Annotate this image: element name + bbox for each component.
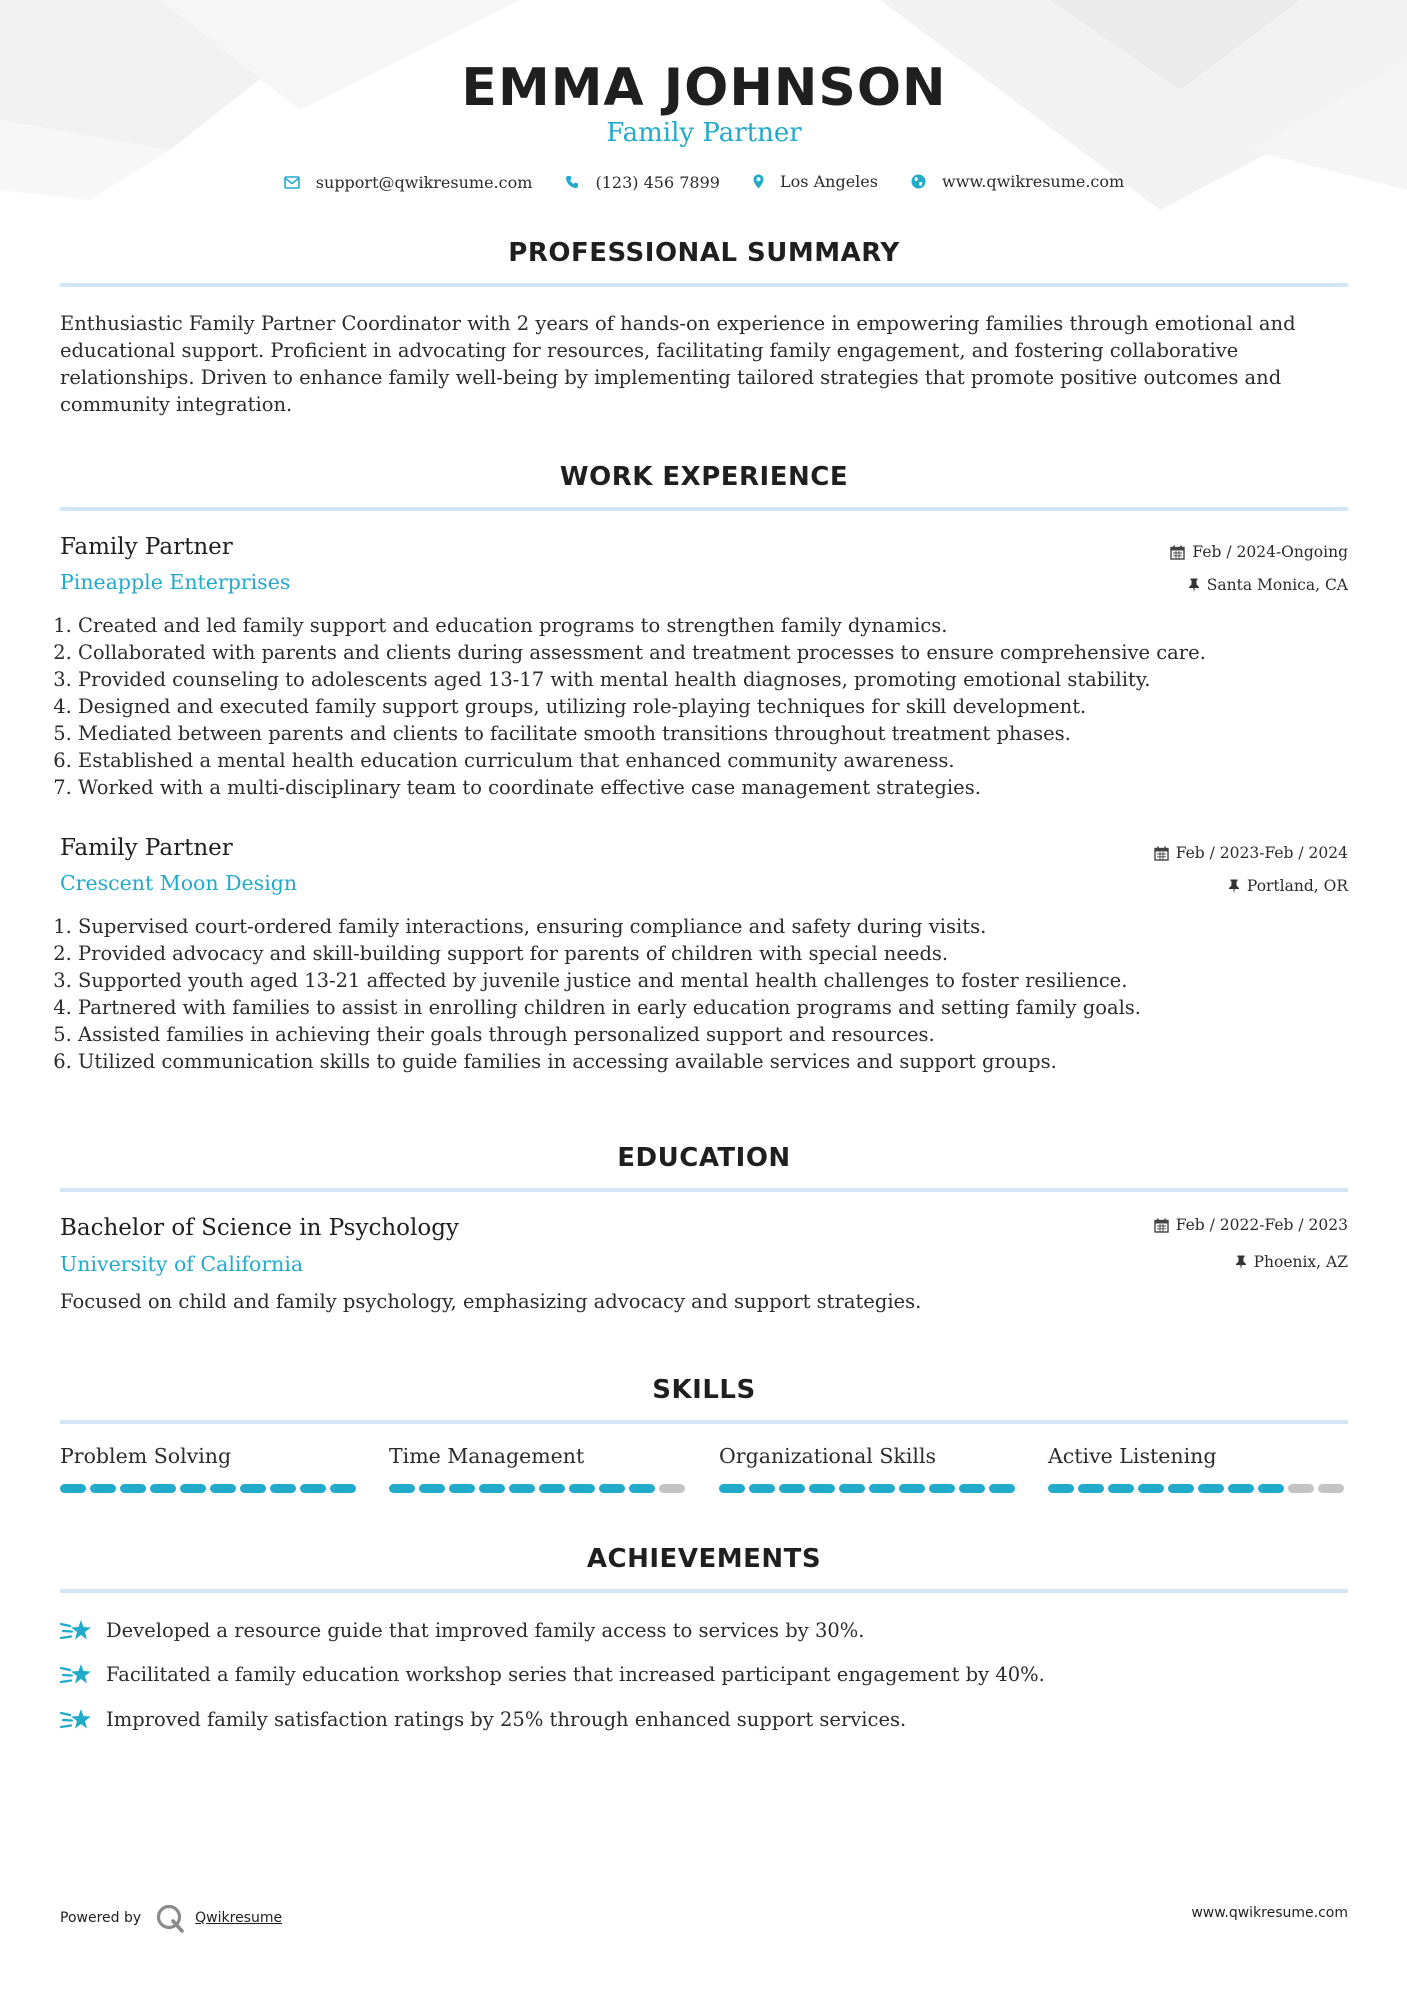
skill-segment-filled — [60, 1484, 86, 1493]
education-heading: EDUCATION — [617, 1143, 791, 1173]
achievements-divider — [60, 1589, 1348, 1593]
skill-level-bar — [60, 1484, 360, 1493]
candidate-title: Family Partner — [606, 118, 802, 148]
email-text: support@qwikresume.com — [315, 173, 533, 192]
skill-segment-filled — [120, 1484, 146, 1493]
contact-location — [753, 172, 878, 191]
skill-segment-filled — [749, 1484, 775, 1493]
calendar-icon — [1154, 846, 1169, 861]
footer-powered-by — [60, 1903, 282, 1933]
skill-segment-filled — [1198, 1484, 1224, 1493]
skill-time-management — [389, 1444, 689, 1493]
education-divider — [60, 1188, 1348, 1192]
list-item: 4. Designed and executed family support groups, utilizing role-playing techniques for skill development. — [78, 693, 1348, 720]
pushpin-icon — [1188, 578, 1200, 593]
list-item: 1. Supervised court-ordered family interactions, ensuring compliance and safety during visits. — [78, 913, 1348, 940]
skill-level-bar — [1048, 1484, 1348, 1493]
job-date-text: Feb / 2024-Ongoing — [1192, 543, 1348, 561]
calendar-icon — [1154, 1218, 1169, 1233]
skill-segment-filled — [449, 1484, 475, 1493]
job-company: Crescent Moon Design — [60, 871, 298, 895]
skill-segment-filled — [1228, 1484, 1254, 1493]
shooting-star-icon — [60, 1660, 94, 1688]
summary-divider — [60, 283, 1348, 287]
envelope-icon — [284, 176, 300, 189]
skill-segment-filled — [330, 1484, 356, 1493]
skill-segment-filled — [1078, 1484, 1104, 1493]
education-school: University of California — [60, 1252, 304, 1276]
map-pin-icon — [753, 174, 764, 189]
list-item: 7. Worked with a multi-disciplinary team to coordinate effective case management strategies. — [78, 774, 1348, 801]
qwikresume-logo-icon — [155, 1903, 185, 1933]
skill-segment-filled — [539, 1484, 565, 1493]
skill-segment-filled — [839, 1484, 865, 1493]
skill-problem-solving — [60, 1444, 360, 1493]
skill-name: Active Listening — [1048, 1444, 1217, 1468]
achievement-item — [60, 1660, 1045, 1688]
pushpin-icon — [1235, 1255, 1247, 1270]
qwikresume-link[interactable]: Qwikresume — [195, 1910, 283, 1926]
education-date — [1154, 1216, 1348, 1234]
phone-text: (123) 456 7899 — [595, 172, 720, 192]
achievement-text: Developed a resource guide that improved family access to services by 30%. — [106, 1618, 865, 1642]
shooting-star-icon — [60, 1705, 94, 1733]
skill-segment-empty — [1288, 1484, 1314, 1493]
list-item: 2. Collaborated with parents and clients during assessment and treatment processes to ensure comprehensive care. — [78, 639, 1348, 666]
achievement-text: Improved family satisfaction ratings by 25% through enhanced support services. — [106, 1707, 907, 1731]
list-item: 3. Supported youth aged 13-21 affected by juvenile justice and mental health challenges to foster resilience. — [78, 967, 1348, 994]
education-date-text: Feb / 2022-Feb / 2023 — [1175, 1216, 1348, 1234]
footer-website[interactable]: www.qwikresume.com — [1191, 1905, 1348, 1921]
education-location — [1235, 1253, 1348, 1271]
job-title: Family Partner — [60, 534, 233, 560]
list-item: 5. Assisted families in achieving their goals through personalized support and resources. — [78, 1021, 1348, 1048]
skill-segment-filled — [569, 1484, 595, 1493]
globe-icon — [911, 174, 926, 189]
skill-segment-filled — [869, 1484, 895, 1493]
list-item: 5. Mediated between parents and clients to facilitate smooth transitions throughout treatment phases. — [78, 720, 1348, 747]
skill-segment-filled — [629, 1484, 655, 1493]
list-item: 4. Partnered with families to assist in enrolling children in early education programs and setting family goals. — [78, 994, 1348, 1021]
skill-segment-filled — [300, 1484, 326, 1493]
skill-name: Problem Solving — [60, 1444, 232, 1468]
job-date-text: Feb / 2023-Feb / 2024 — [1175, 844, 1348, 862]
job-title: Family Partner — [60, 835, 233, 861]
skill-segment-filled — [1168, 1484, 1194, 1493]
education-description: Focused on child and family psychology, emphasizing advocacy and support strategies. — [60, 1290, 922, 1313]
experience-heading: WORK EXPERIENCE — [559, 462, 849, 492]
education-location-text: Phoenix, AZ — [1253, 1253, 1348, 1271]
skill-segment-filled — [90, 1484, 116, 1493]
skill-segment-filled — [809, 1484, 835, 1493]
skill-segment-filled — [389, 1484, 415, 1493]
pushpin-icon — [1228, 879, 1240, 894]
achievements-heading: ACHIEVEMENTS — [586, 1544, 822, 1574]
skills-divider — [60, 1420, 1348, 1424]
job-duties-list — [60, 612, 1348, 801]
achievement-item — [60, 1705, 906, 1733]
skill-segment-filled — [899, 1484, 925, 1493]
skill-segment-filled — [989, 1484, 1015, 1493]
contact-bar — [60, 172, 1348, 193]
education-degree: Bachelor of Science in Psychology — [60, 1215, 459, 1241]
skill-segment-filled — [240, 1484, 266, 1493]
list-item: 2. Provided advocacy and skill-building support for parents of children with special needs. — [78, 940, 1348, 967]
location-text: Los Angeles — [780, 172, 878, 191]
skill-segment-filled — [1048, 1484, 1074, 1493]
skill-segment-filled — [509, 1484, 535, 1493]
phone-icon — [565, 175, 579, 189]
contact-email[interactable] — [284, 173, 533, 192]
skill-segment-filled — [959, 1484, 985, 1493]
skill-segment-filled — [1138, 1484, 1164, 1493]
skill-segment-empty — [1318, 1484, 1344, 1493]
contact-phone[interactable] — [565, 173, 719, 192]
skill-segment-filled — [150, 1484, 176, 1493]
summary-heading: PROFESSIONAL SUMMARY — [508, 238, 900, 268]
skill-active-listening — [1048, 1444, 1348, 1493]
list-item: 1. Created and led family support and education programs to strengthen family dynamics. — [78, 612, 1348, 639]
job-location — [1228, 877, 1348, 895]
skill-level-bar — [389, 1484, 689, 1493]
summary-text: Enthusiastic Family Partner Coordinator with 2 years of hands-on experience in empowering families through emotional and educational support. Proficient in advocating for resources, facilitating family engagement, and fostering collaborative relationships. Driven to enhance family well-being by implementing tailored strategies that promote positive outcomes and community integration. — [60, 312, 1296, 416]
contact-website[interactable] — [911, 172, 1124, 191]
skill-name: Organizational Skills — [719, 1444, 937, 1468]
experience-divider — [60, 507, 1348, 511]
shooting-star-icon — [60, 1616, 94, 1644]
skill-name: Time Management — [389, 1444, 585, 1468]
job-date — [1170, 543, 1348, 561]
achievement-item — [60, 1616, 865, 1644]
achievement-text: Facilitated a family education workshop series that increased participant engagement by 40%. — [106, 1662, 1045, 1686]
job-company: Pineapple Enterprises — [60, 570, 291, 594]
skill-segment-filled — [270, 1484, 296, 1493]
skill-segment-filled — [929, 1484, 955, 1493]
skill-level-bar — [719, 1484, 1019, 1493]
list-item: 6. Established a mental health education curriculum that enhanced community awareness. — [78, 747, 1348, 774]
calendar-icon — [1170, 545, 1185, 560]
skill-segment-filled — [779, 1484, 805, 1493]
list-item: 6. Utilized communication skills to guide families in accessing available services and support groups. — [78, 1048, 1348, 1075]
job-date — [1154, 844, 1348, 862]
job-location-text: Portland, OR — [1246, 877, 1348, 895]
skill-segment-filled — [599, 1484, 625, 1493]
skill-segment-filled — [479, 1484, 505, 1493]
skill-segment-empty — [659, 1484, 685, 1493]
skill-segment-filled — [419, 1484, 445, 1493]
job-location — [1188, 576, 1348, 594]
powered-by-text: Powered by — [60, 1910, 142, 1926]
skill-segment-filled — [1108, 1484, 1134, 1493]
skill-segment-filled — [1258, 1484, 1284, 1493]
job-duties-list — [60, 913, 1348, 1075]
skill-organizational — [719, 1444, 1019, 1493]
candidate-name: EMMA JOHNSON — [461, 58, 947, 118]
website-text: www.qwikresume.com — [942, 172, 1125, 191]
skill-segment-filled — [210, 1484, 236, 1493]
skill-segment-filled — [719, 1484, 745, 1493]
list-item: 3. Provided counseling to adolescents aged 13-17 with mental health diagnoses, promoting emotional stability. — [78, 666, 1348, 693]
job-location-text: Santa Monica, CA — [1206, 576, 1348, 594]
skill-segment-filled — [180, 1484, 206, 1493]
skills-heading: SKILLS — [652, 1375, 756, 1405]
